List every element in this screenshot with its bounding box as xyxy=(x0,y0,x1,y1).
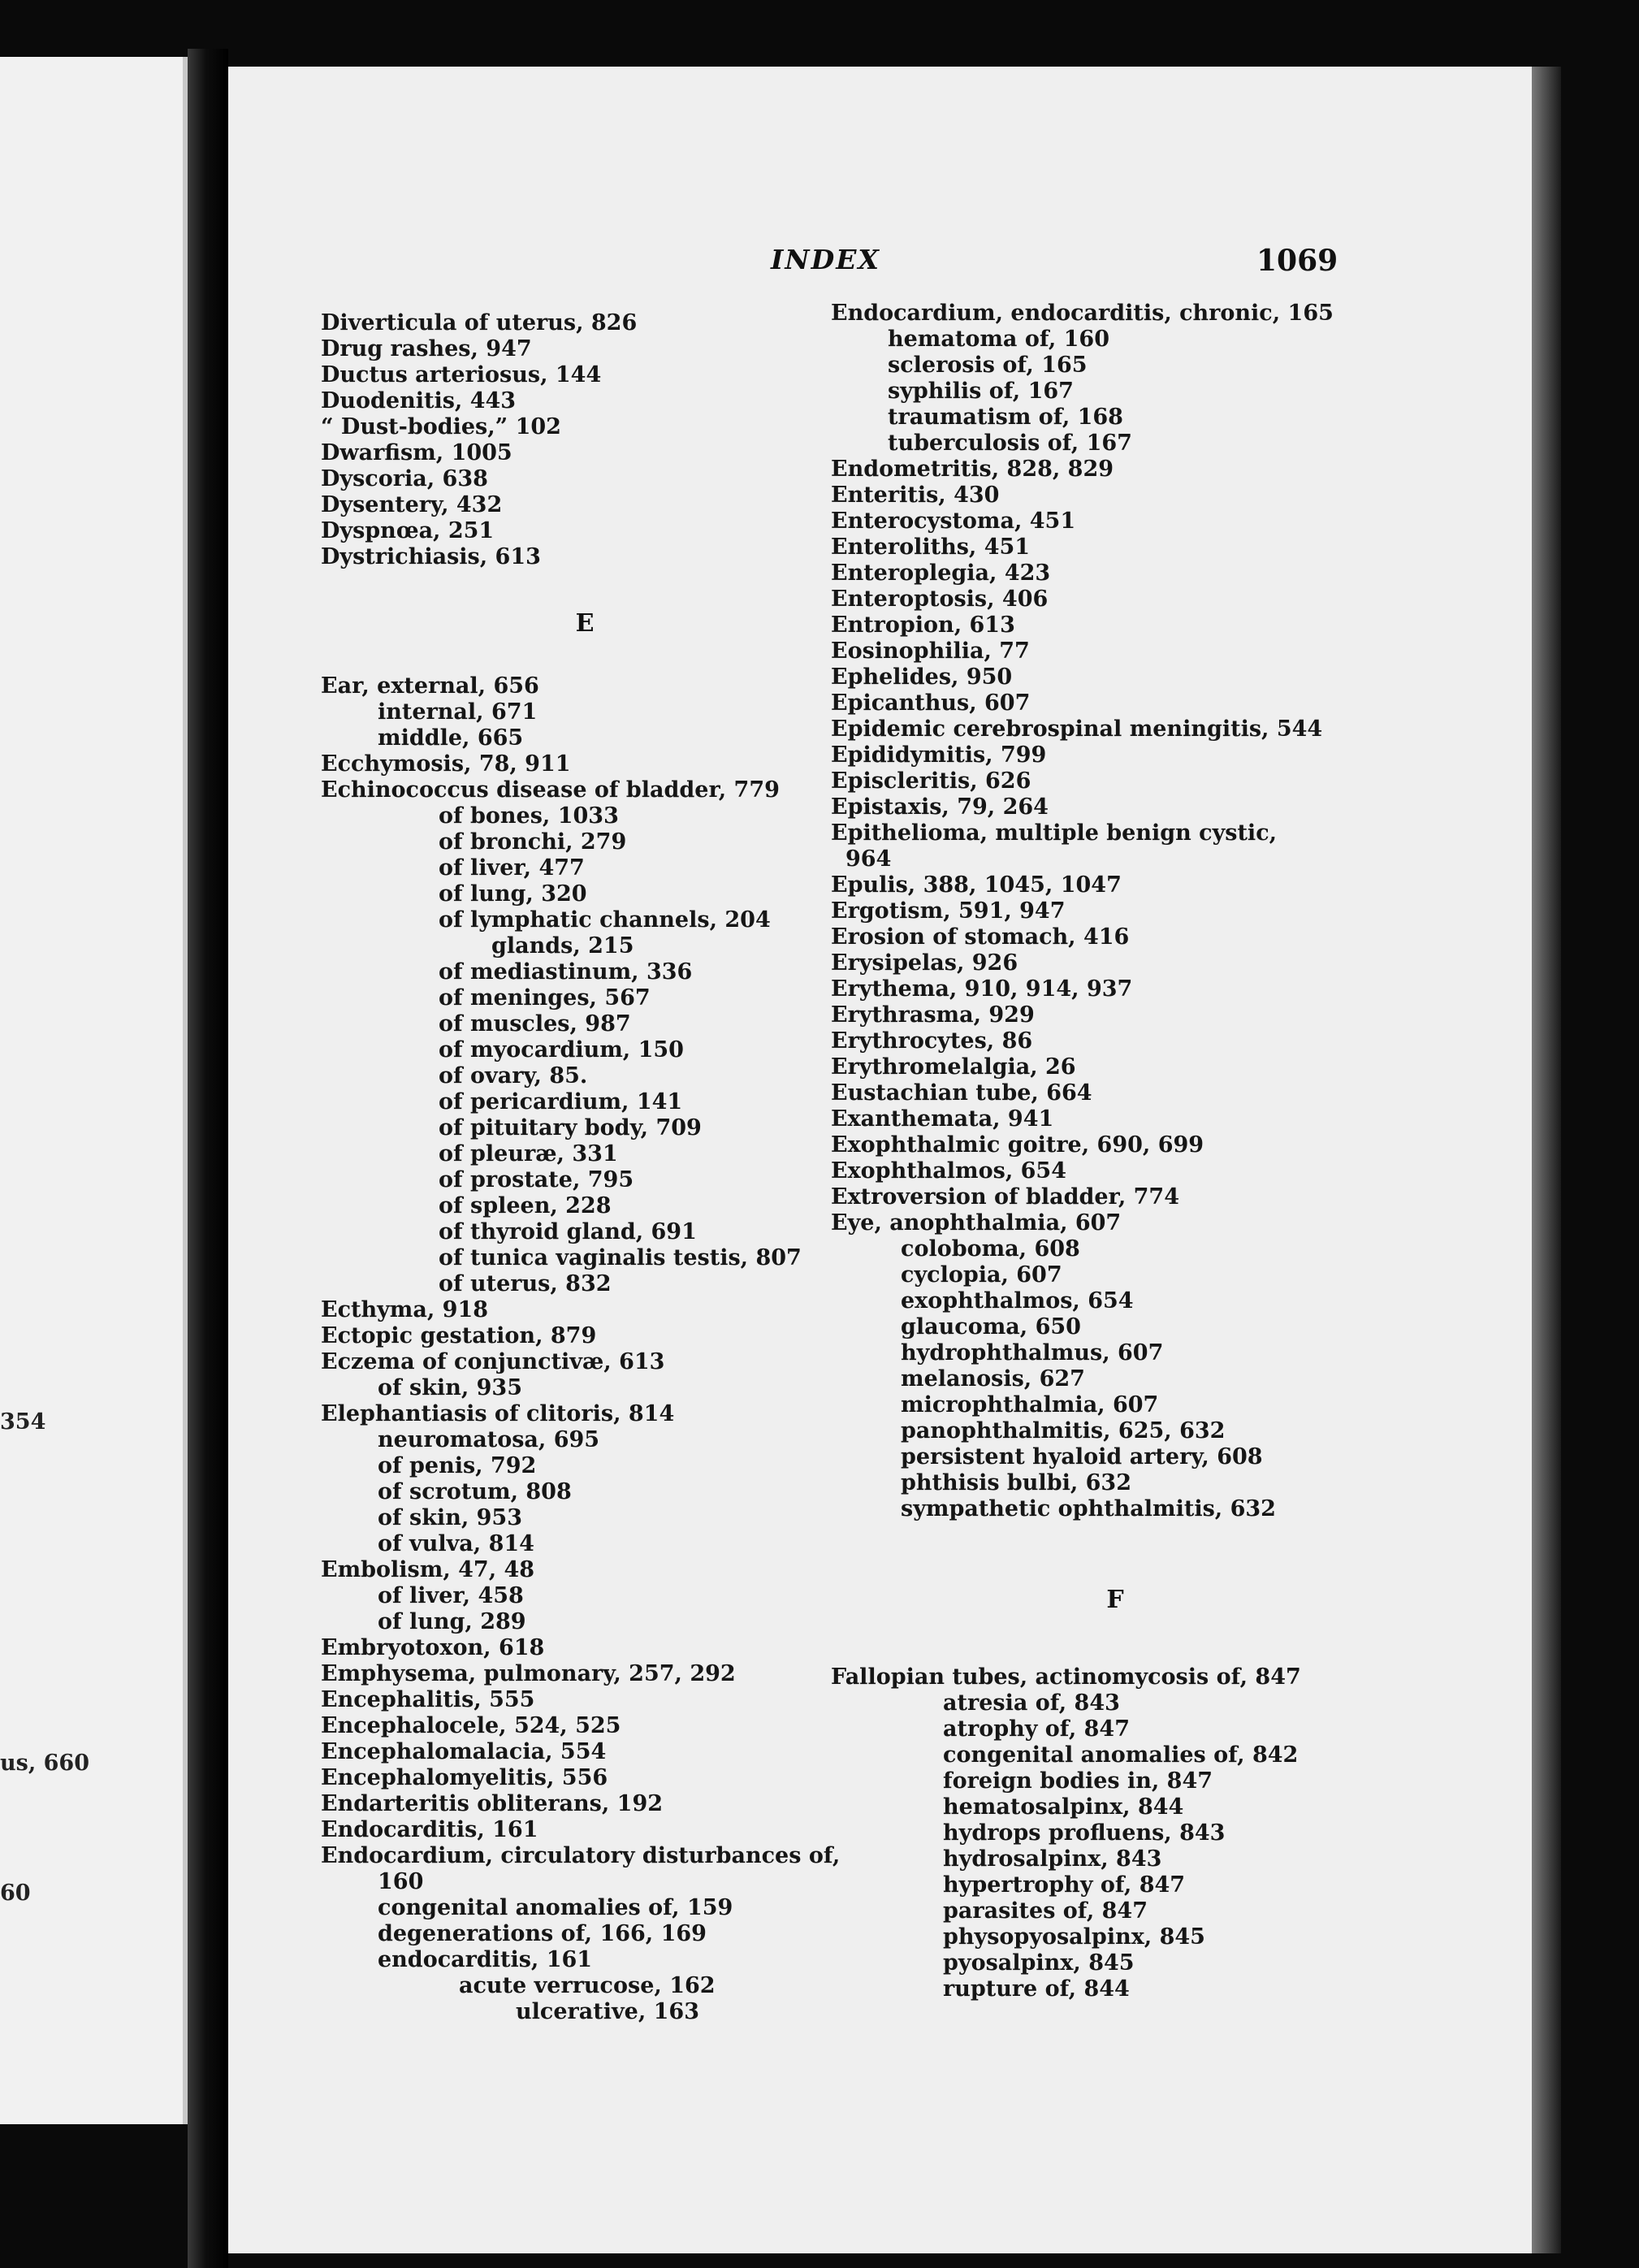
index-entry: Endarteritis obliterans, 192 xyxy=(321,1791,664,1816)
index-entry: Erysipelas, 926 xyxy=(831,950,1018,976)
running-head-title: INDEX xyxy=(771,244,880,275)
index-entry: of pituitary body, 709 xyxy=(439,1115,702,1140)
index-entry: Epicanthus, 607 xyxy=(831,690,1031,716)
index-entry: Eye, anophthalmia, 607 xyxy=(831,1210,1122,1236)
index-entry: Encephalocele, 524, 525 xyxy=(321,1713,621,1738)
index-entry: congenital anomalies of, 842 xyxy=(943,1742,1299,1768)
index-entry: of lung, 289 xyxy=(378,1609,526,1634)
book-gutter xyxy=(188,49,228,2268)
index-entry: Enteroliths, 451 xyxy=(831,535,1031,560)
index-entry: Dwarfism, 1005 xyxy=(321,440,512,465)
index-entry: sclerosis of, 165 xyxy=(888,353,1088,378)
index-entry: of liver, 458 xyxy=(378,1583,524,1608)
index-entry: Entropion, 613 xyxy=(831,612,1015,638)
index-entry: acute verrucose, 162 xyxy=(459,1973,716,1998)
index-entry: Encephalomyelitis, 556 xyxy=(321,1765,608,1790)
index-entry: atresia of, 843 xyxy=(943,1690,1120,1716)
index-entry: 160 xyxy=(378,1869,424,1894)
index-entry: Endocarditis, 161 xyxy=(321,1817,538,1842)
index-column-right xyxy=(831,301,1532,2002)
index-entry: middle, 665 xyxy=(378,725,524,751)
facing-page-text: us, 660 xyxy=(0,1751,89,1776)
index-entry: Elephantiasis of clitoris, 814 xyxy=(321,1401,675,1426)
index-entry: physopyosalpinx, 845 xyxy=(943,1924,1205,1950)
index-entry: “ Dust-bodies,” 102 xyxy=(321,414,561,439)
index-entry: of penis, 792 xyxy=(378,1453,537,1478)
index-entry: melanosis, 627 xyxy=(901,1366,1085,1392)
index-entry: glaucoma, 650 xyxy=(901,1314,1081,1340)
index-entry: of myocardium, 150 xyxy=(439,1037,684,1063)
index-entry: of skin, 953 xyxy=(378,1505,522,1530)
index-entry: degenerations of, 166, 169 xyxy=(378,1921,707,1946)
index-entry: hydrophthalmus, 607 xyxy=(901,1340,1164,1366)
index-entry: foreign bodies in, 847 xyxy=(943,1768,1213,1794)
index-entry: Enterocystoma, 451 xyxy=(831,509,1076,534)
index-entry: Erythrasma, 929 xyxy=(831,1002,1035,1028)
index-entry: coloboma, 608 xyxy=(901,1236,1080,1262)
index-entry: microphthalmia, 607 xyxy=(901,1392,1159,1418)
index-entry: Epithelioma, multiple benign cystic, xyxy=(831,820,1278,846)
index-entry: Dyscoria, 638 xyxy=(321,466,488,491)
index-entry: hydrops profluens, 843 xyxy=(943,1820,1226,1846)
index-entry: of liver, 477 xyxy=(439,855,585,881)
index-entry: of lymphatic channels, 204 xyxy=(439,907,771,933)
index-entry: 964 xyxy=(845,846,892,872)
index-entry: of mediastinum, 336 xyxy=(439,959,693,985)
index-entry: Erythromelalgia, 26 xyxy=(831,1054,1076,1080)
index-entry: Duodenitis, 443 xyxy=(321,388,517,413)
index-entry: Endocardium, circulatory disturbances of, xyxy=(321,1843,841,1868)
index-entry: Eustachian tube, 664 xyxy=(831,1080,1092,1106)
index-entry: sympathetic ophthalmitis, 632 xyxy=(901,1496,1276,1521)
index-page xyxy=(228,67,1532,2253)
section-letter-f: F xyxy=(1106,1586,1124,1614)
index-entry: Dystrichiasis, 613 xyxy=(321,544,541,569)
index-entry: Epidemic cerebrospinal meningitis, 544 xyxy=(831,716,1323,742)
index-entry: Fallopian tubes, actinomycosis of, 847 xyxy=(831,1664,1301,1690)
index-entry: Eczema of conjunctivæ, 613 xyxy=(321,1349,665,1374)
index-entry: of muscles, 987 xyxy=(439,1011,631,1037)
index-entry: Erythrocytes, 86 xyxy=(831,1028,1033,1054)
page-edge xyxy=(1532,67,1561,2253)
index-entry: Ephelides, 950 xyxy=(831,664,1013,690)
index-entry: Emphysema, pulmonary, 257, 292 xyxy=(321,1661,736,1686)
index-entry: of vulva, 814 xyxy=(378,1531,534,1556)
facing-page-text: 60 xyxy=(0,1881,31,1906)
index-entry: hydrosalpinx, 843 xyxy=(943,1846,1162,1872)
index-entry: cyclopia, 607 xyxy=(901,1262,1062,1288)
index-entry: Ear, external, 656 xyxy=(321,673,539,699)
index-entry: Enteritis, 430 xyxy=(831,483,1000,508)
index-entry: Embolism, 47, 48 xyxy=(321,1557,535,1582)
index-entry: Diverticula of uterus, 826 xyxy=(321,310,638,335)
index-entry: Ergotism, 591, 947 xyxy=(831,898,1066,924)
index-entry: Exanthemata, 941 xyxy=(831,1106,1054,1132)
index-entry: of uterus, 832 xyxy=(439,1271,612,1296)
index-entry: of lung, 320 xyxy=(439,881,587,907)
index-entry: persistent hyaloid artery, 608 xyxy=(901,1444,1263,1469)
index-entry: Ectopic gestation, 879 xyxy=(321,1323,597,1348)
index-entry: of bones, 1033 xyxy=(439,803,619,829)
index-entry: Dysentery, 432 xyxy=(321,492,503,517)
index-entry: Exophthalmos, 654 xyxy=(831,1158,1066,1184)
index-entry: traumatism of, 168 xyxy=(888,405,1123,430)
index-entry: hypertrophy of, 847 xyxy=(943,1872,1186,1898)
index-entry: of spleen, 228 xyxy=(439,1193,612,1218)
index-entry: of skin, 935 xyxy=(378,1375,522,1400)
index-entry: tuberculosis of, 167 xyxy=(888,431,1132,456)
index-entry: of meninges, 567 xyxy=(439,985,651,1011)
index-entry: of pericardium, 141 xyxy=(439,1089,683,1115)
index-entry: endocarditis, 161 xyxy=(378,1947,593,1972)
index-entry: of scrotum, 808 xyxy=(378,1479,572,1504)
index-entry: Drug rashes, 947 xyxy=(321,336,532,361)
index-entry: Enteroptosis, 406 xyxy=(831,586,1049,612)
index-entry: Ecchymosis, 78, 911 xyxy=(321,751,571,777)
index-entry: Endocardium, endocarditis, chronic, 165 xyxy=(831,301,1334,326)
page-number: 1069 xyxy=(1256,244,1338,278)
index-entry: phthisis bulbi, 632 xyxy=(901,1470,1131,1495)
index-entry: pyosalpinx, 845 xyxy=(943,1950,1135,1976)
index-entry: Exophthalmic goitre, 690, 699 xyxy=(831,1132,1204,1158)
index-entry: panophthalmitis, 625, 632 xyxy=(901,1418,1226,1443)
index-entry: Epulis, 388, 1045, 1047 xyxy=(831,872,1122,898)
index-entry: Eosinophilia, 77 xyxy=(831,638,1030,664)
index-entry: Encephalitis, 555 xyxy=(321,1687,535,1712)
facing-page-text: 354 xyxy=(0,1409,46,1435)
index-entry: Episcleritis, 626 xyxy=(831,768,1031,794)
index-entry: rupture of, 844 xyxy=(943,1976,1130,2002)
index-entry: hematoma of, 160 xyxy=(888,327,1110,352)
index-entry: internal, 671 xyxy=(378,699,538,725)
section-letter-e: E xyxy=(575,609,595,638)
index-entry: ulcerative, 163 xyxy=(516,1999,699,2024)
index-entry: Ductus arteriosus, 144 xyxy=(321,362,602,387)
index-entry: Dyspnœa, 251 xyxy=(321,518,495,543)
index-entry: exophthalmos, 654 xyxy=(901,1288,1134,1314)
index-entry: of pleuræ, 331 xyxy=(439,1141,618,1166)
index-entry: glands, 215 xyxy=(491,933,634,959)
index-entry: Extroversion of bladder, 774 xyxy=(831,1184,1179,1210)
index-entry: Epididymitis, 799 xyxy=(831,742,1047,768)
index-entry: Encephalomalacia, 554 xyxy=(321,1739,607,1764)
index-entry: of ovary, 85. xyxy=(439,1063,588,1089)
index-entry: atrophy of, 847 xyxy=(943,1716,1130,1742)
index-entry: parasites of, 847 xyxy=(943,1898,1148,1924)
index-entry: Ecthyma, 918 xyxy=(321,1297,489,1322)
index-entry: Enteroplegia, 423 xyxy=(831,561,1051,586)
index-entry: Endometritis, 828, 829 xyxy=(831,457,1114,482)
index-entry: Echinococcus disease of bladder, 779 xyxy=(321,777,780,803)
index-entry: hematosalpinx, 844 xyxy=(943,1794,1184,1820)
index-entry: syphilis of, 167 xyxy=(888,379,1074,404)
index-list-e-continued xyxy=(831,301,1532,1522)
index-entry: Erythema, 910, 914, 937 xyxy=(831,976,1133,1002)
index-entry: of thyroid gland, 691 xyxy=(439,1219,697,1244)
index-entry: neuromatosa, 695 xyxy=(378,1427,600,1452)
index-entry: Embryotoxon, 618 xyxy=(321,1635,545,1660)
index-entry: Epistaxis, 79, 264 xyxy=(831,794,1049,820)
index-entry: of bronchi, 279 xyxy=(439,829,627,855)
index-list-f xyxy=(831,1664,1532,2002)
index-entry: Erosion of stomach, 416 xyxy=(831,924,1130,950)
facing-page-fragment xyxy=(0,57,188,2124)
index-entry: of tunica vaginalis testis, 807 xyxy=(439,1245,802,1270)
index-entry: of prostate, 795 xyxy=(439,1167,634,1192)
index-entry: congenital anomalies of, 159 xyxy=(378,1895,733,1920)
